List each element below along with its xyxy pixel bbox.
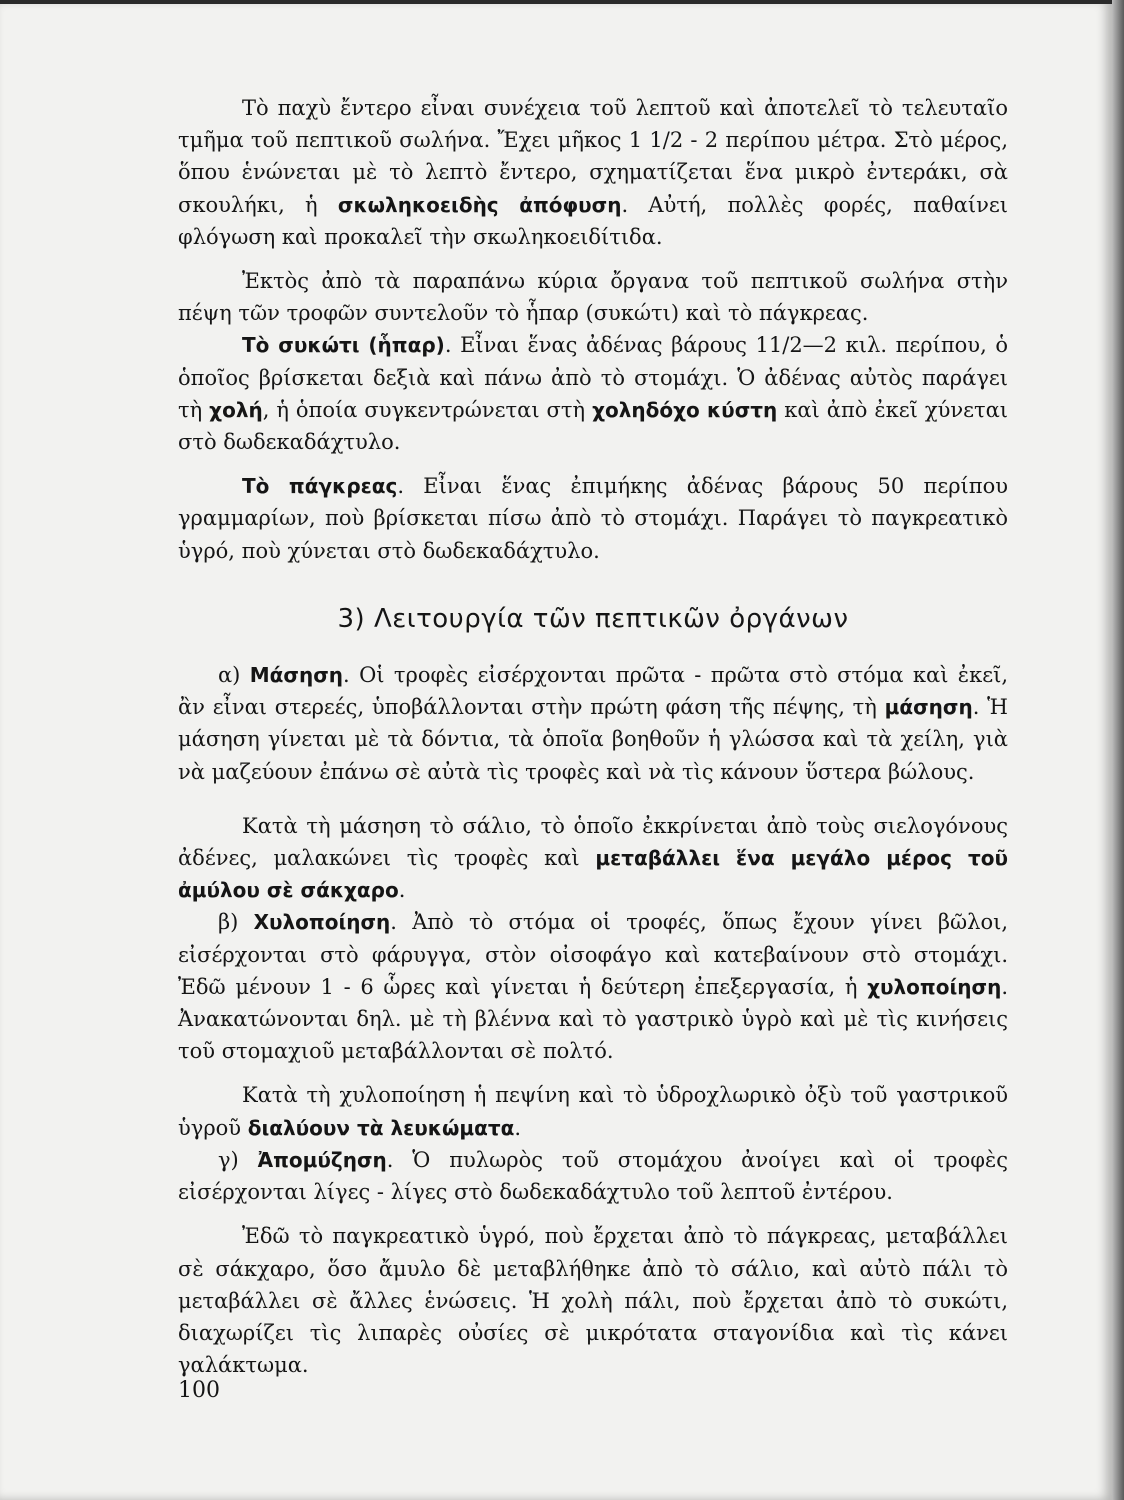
term-chymification: Χυλοποίηση — [253, 910, 391, 935]
term-pancreas: Τὸ πάγκρεας — [242, 474, 398, 499]
term-absorption: Ἀπομύζηση — [257, 1147, 387, 1172]
paragraph-absorption: γ) Ἀπομύζηση. Ὁ πυλωρὸς τοῦ στομάχου ἀνοίγει καὶ οἱ τροφὲς εἰσέρχονται λίγες - λίγες στὸ δωδεκαδάχτυλο τοῦ λεπτοῦ ἐντέρου. — [178, 1147, 1009, 1205]
paragraph-liver: Τὸ συκώτι (ἧπαρ). Εἶναι ἕνας ἀδένας βάρους 11/2—2 κιλ. περίπου, ὁ ὁποῖος βρίσκεται δεξιὰ καὶ πάνω ἀπὸ τὸ στομάχι. Ὁ ἀδένας αὐτὸς παράγει τὴ χολή, ἡ ὁποία συγκεντρώνεται στὴ χοληδόχο κύστη καὶ ἀπὸ ἐκεῖ χύνεται στὸ δωδεκαδάχτυλο. — [178, 333, 1009, 455]
page-top-edge — [0, 0, 1112, 4]
term-gallbladder: χοληδόχο κύστη — [592, 397, 778, 422]
paragraph-pepsin: Κατὰ τὴ χυλοποίηση ἡ πεψίνη καὶ τὸ ὑδροχλωρικὸ ὀξὺ τοῦ γαστρικοῦ ὑγροῦ διαλύουν τὰ λευκώματα. — [178, 1083, 1008, 1140]
term-mastication: Μάσηση — [249, 663, 344, 688]
paragraph-pancreas: Τὸ πάγκρεας. Εἶναι ἕνας ἐπιμήκης ἀδένας βάρους 50 περίπου γραμμαρίων, ποὺ βρίσκεται πίσω ἀπὸ τὸ στομάχι. Παράγει τὸ παγκρεατικὸ ὑγρό, ποὺ χύνεται στὸ δωδεκαδάχτυλο. — [178, 474, 1008, 563]
page-number: 100 — [178, 1378, 220, 1403]
term-starch-to-sugar: μεταβάλλει ἕνα μεγάλο μέρος τοῦ ἀμύλου σὲ σάκχαρο — [178, 846, 1008, 903]
term-liver: Τὸ συκώτι (ἧπαρ) — [242, 333, 445, 358]
page-binding-edge — [1112, 0, 1124, 1500]
page-body — [178, 92, 1008, 1381]
term-bile: χολή — [209, 397, 263, 422]
paragraph-saliva: Κατὰ τὴ μάσηση τὸ σάλιο, τὸ ὁποῖο ἐκκρίνεται ἀπὸ τοὺς σιελογόνους ἀδένες, μαλακώνει τὶς τροφὲς καὶ μεταβάλλει ἕνα μεγάλο μέρος τοῦ ἀμύλου σὲ σάκχαρο. — [178, 813, 1008, 903]
paragraph-large-intestine: Τὸ παχὺ ἔντερο εἶναι συνέχεια τοῦ λεπτοῦ καὶ ἀποτελεῖ τὸ τελευταῖο τμῆμα τοῦ πεπτικοῦ σωλήνα. Ἔχει μῆκος 1 1/2 - 2 περίπου μέτρα. Στὸ μέρος, ὅπου ἑνώνεται μὲ τὸ λεπτὸ ἔντερο, σχηματίζεται ἕνα μικρὸ ἐντεράκι, σὰ σκουλήκι, ἡ σκωληκοειδὴς ἀπόφυση. Αὐτή, πολλὲς φορές, παθαίνει φλόγωση καὶ προκαλεῖ τὴν σκωληκοειδίτιδα. — [178, 96, 1008, 249]
paragraph-chymification: β) Χυλοποίηση. Ἀπὸ τὸ στόμα οἱ τροφές, ὅπως ἔχουν γίνει βῶλοι, εἰσέρχονται στὸ φάρυγγα, στὸν οἰσοφάγο καὶ κατεβαίνουν στὸ στομάχι. Ἐδῶ μένουν 1 - 6 ὧρες καὶ γίνεται ἡ δεύτερη ἐπεξεργασία, ἡ χυλοποίηση. Ἀνακατώνονται δηλ. μὲ τὴ βλέννα καὶ τὸ γαστρικὸ ὑγρὸ καὶ μὲ τὶς κινήσεις τοῦ στομαχιοῦ μεταβάλλονται σὲ πολτό. — [178, 910, 1009, 1064]
term-chymification-2: χυλοποίηση — [867, 974, 1002, 999]
term-appendix: σκωληκοειδὴς ἀπόφυση — [337, 192, 622, 217]
paragraph-mastication: α) Μάσηση. Οἱ τροφὲς εἰσέρχονται πρῶτα - πρῶτα στὸ στόμα καὶ ἐκεῖ, ἂν εἶναι στερεές, ὑποβάλλονται στὴν πρώτη φάση τῆς πέψης, τὴ μάσηση. Ἡ μάσηση γίνεται μὲ τὰ δόντια, τὰ ὁποῖα βοηθοῦν ἡ γλώσσα καὶ τὰ χείλη, γιὰ νὰ μαζεύουν ἐπάνω σὲ αὐτὰ τὶς τροφὲς καὶ νὰ τὶς κάνουν ὕστερα βώλους. — [178, 663, 1008, 784]
term-dissolve-proteins: διαλύουν τὰ λευκώματα — [247, 1115, 515, 1140]
section-heading: 3) Λειτουργία τῶν πεπτικῶν ὀργάνων — [337, 603, 849, 634]
term-mastication-2: μάσηση — [884, 695, 973, 720]
paragraph-pancreatic-juice: Ἐδῶ τὸ παγκρεατικὸ ὑγρό, ποὺ ἔρχεται ἀπὸ τὸ πάγκρεας, μεταβάλλει σὲ σάκχαρο, ὅσο ἄμυλο δὲ μεταβλήθηκε ἀπὸ τὸ σάλιο, καὶ αὐτὸ πάλι τὸ μεταβάλλει σὲ ἄλλες ἑνώσεις. Ἡ χολὴ πάλι, ποὺ ἔρχεται ἀπὸ τὸ συκώτι, διαχωρίζει τὶς λιπαρὲς οὐσίες σὲ μικρότατα σταγονίδια καὶ τὶς κάνει γαλάκτωμα. — [178, 1224, 1008, 1378]
paragraph-accessory-organs: Ἐκτὸς ἀπὸ τὰ παραπάνω κύρια ὄργανα τοῦ πεπτικοῦ σωλήνα στὴν πέψη τῶν τροφῶν συντελοῦν τὸ ἧπαρ (συκώτι) καὶ τὸ πάγκρεας. — [178, 269, 1008, 326]
